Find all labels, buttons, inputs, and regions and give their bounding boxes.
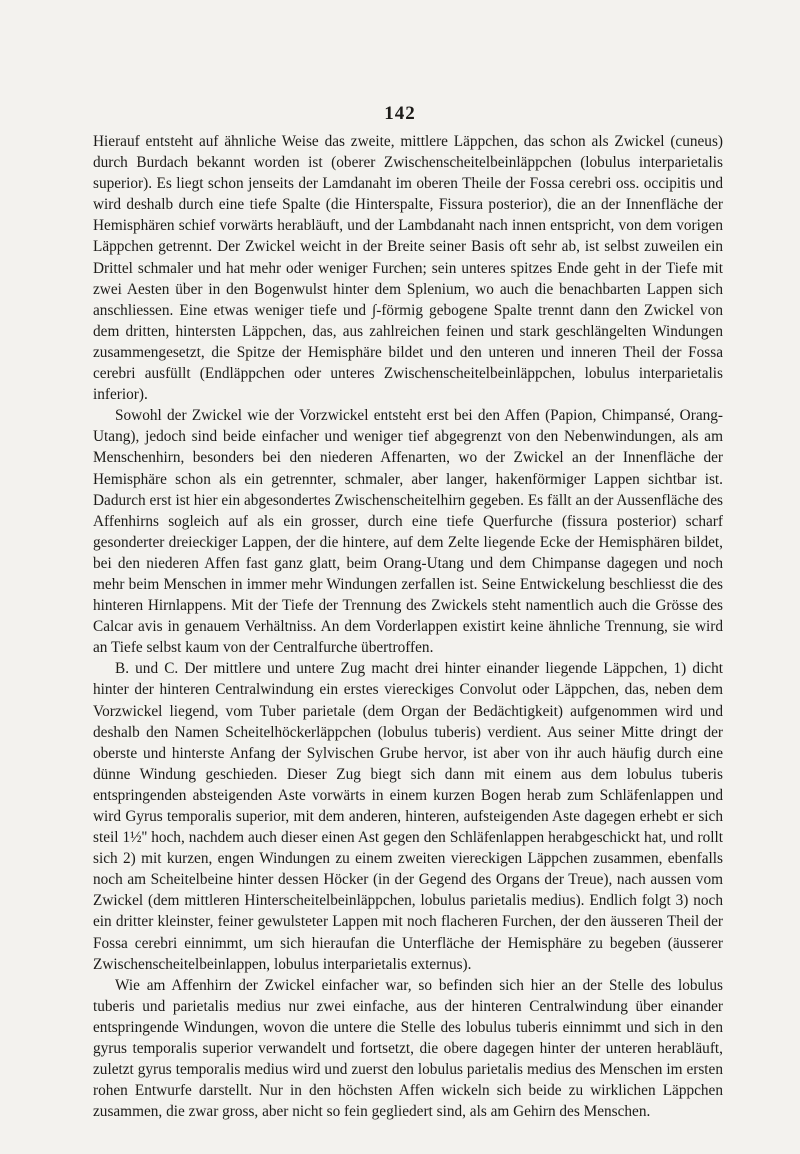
paragraph-2: Sowohl der Zwickel wie der Vorzwickel entsteht erst bei den Affen (Papion, Chimpansé, Orang-Utang), jedoch sind beide einfacher und weniger tief abgegrenzt von den Nebenwindungen, als am Menschenhirn, besonders bei den niederen Affenarten, wo der Zwickel an der Innenfläche der Hemisphäre schon als ein getrennter, schmaler, aber langer, hakenförmiger Lappen sichtbar ist. Dadurch erst ist hier ein abgesondertes Zwischenscheitelhirn gegeben. Es fällt an der Aussenfläche des Affenhirns sogleich auf als ein grosser, durch eine tiefe Querfurche (fissura posterior) scharf gesonderter dreieckiger Lappen, der die hintere, auf dem Zelte liegende Ecke der Hemisphären bildet, bei den niederen Affen fast ganz glatt, beim Orang-Utang und dem Chimpanse dagegen und noch mehr beim Menschen in immer mehr Windungen zerfallen ist. Seine Entwickelung beschliesst die des hinteren Hirnlappens. Mit der Tiefe der Trennung des Zwickels steht namentlich auch die Grösse des Calcar avis in genauem Verhältniss. An dem Vorderlappen existirt keine ähnliche Trennung, sie wird an Tiefe selbst kaum von der Centralfurche übertroffen. — [93, 407, 723, 657]
paragraph-3: B. und C. Der mittlere und untere Zug macht drei hinter einander liegende Läppchen, 1) dicht hinter der hinteren Centralwindung ein erstes viereckiges Convolut oder Läppchen, das, neben dem Vorzwickel liegend, vom Tuber parietale (dem Organ der Bedächtigkeit) aufgenommen wird und deshalb den Namen Scheitelhöckerläppchen (lobulus tuberis) verdient. Aus seiner Mitte dringt der oberste und hinterste Anfang der Sylvischen Grube hervor, ist aber von ihr auch häufig durch eine dünne Windung geschieden. Dieser Zug biegt sich dann mit einem aus dem lobulus tuberis entspringenden absteigenden Aste vorwärts in einem kurzen Bogen herab zum Schläfenlappen und wird Gyrus temporalis superior, mit dem anderen, hinteren, aufsteigenden Aste dagegen erhebt er sich steil 1½'' hoch, nachdem auch dieser einen Ast gegen den Schläfenlappen herabgeschickt hat, und rollt sich 2) mit kurzen, engen Windungen zu einem zweiten viereckigen Läppchen zusammen, ebenfalls noch am Scheitelbeine hinter dessen Höcker (in der Gegend des Organs der Treue), nach aussen vom Zwickel (dem mittleren Hinterscheitelbeinläppchen, lobulus parietalis medius). Endlich folgt 3) noch ein dritter kleinster, feiner gewulsteter Lappen mit noch flacheren Furchen, der den äusseren Theil der Fossa cerebri einnimmt, um sich hieraufan die Unterfläche der Hemisphäre zu begeben (äusserer Zwischenscheitelbeinlappen, lobulus interparietalis externus). — [93, 660, 723, 973]
paragraph-1: Hierauf entsteht auf ähnliche Weise das zweite, mittlere Läppchen, das schon als Zwickel (cuneus) durch Burdach bekannt worden ist (oberer Zwischenscheitelbeinläppchen (lobulus interparietalis superior). Es liegt schon jenseits der Lamdanaht im oberen Theile der Fossa cerebri oss. occipitis und wird deshalb durch eine tiefe Spalte (die Hinterspalte, Fissura posterior), die an der Innenfläche der Hemisphären schief vorwärts herabläuft, und der Lambdanaht nach innen entspricht, von dem vorigen Läppchen getrennt. Der Zwickel weicht in der Breite seiner Basis oft sehr ab, ist selbst zuweilen ein Drittel schmaler und hat mehr oder weniger Furchen; sein unteres spitzes Ende geht in der Tiefe mit zwei Aesten über in den Bogenwulst hinter dem Splenium, wo auch die benachbarten Lappen sich anschliessen. Eine etwas weniger tiefe und ∫-förmig gebogene Spalte trennt dann den Zwickel von dem dritten, hintersten Läppchen, das, aus zahlreichen feinen und stark geschlängelten Windungen zusammengesetzt, die Spitze der Hemisphäre bildet und den unteren und inneren Theil der Fossa cerebri ausfüllt (Endläppchen oder unteres Zwischenscheitelbeinläppchen, lobulus interparietalis inferior). — [93, 133, 723, 404]
body-text — [93, 131, 723, 1122]
page-number: 142 — [384, 103, 416, 124]
paragraph-4: Wie am Affenhirn der Zwickel einfacher war, so befinden sich hier an der Stelle des lobulus tuberis und parietalis medius nur zwei einfache, aus der hinteren Centralwindung über einander entspringende Windungen, wovon die untere die Stelle des lobulus tuberis einnimmt und sich in den gyrus temporalis superior verwandelt und fortsetzt, die obere dagegen hinter der unteren herabläuft, zuletzt gyrus temporalis medius wird und zuerst den lobulus parietalis medius des Menschen im ersten rohen Entwurfe darstellt. Nur in den höchsten Affen wickeln sich beide zu wirklichen Läppchen zusammen, die zwar gross, aber nicht so fein gegliedert sind, als am Gehirn des Menschen. — [93, 976, 723, 1121]
